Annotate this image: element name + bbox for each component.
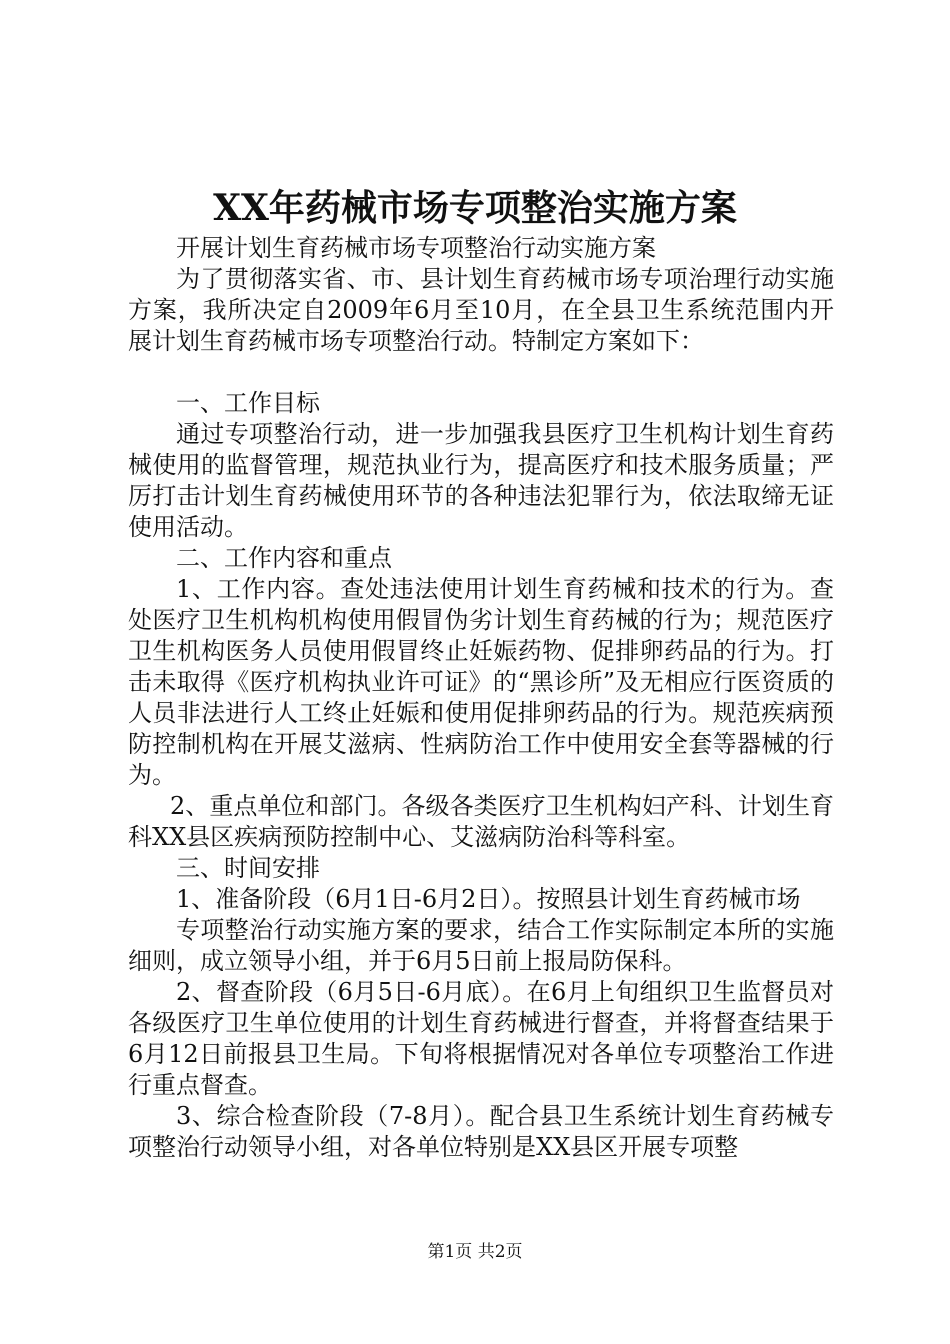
document-body [128, 233, 834, 1163]
document-title: XX年药械市场专项整治实施方案 [213, 187, 737, 229]
schedule-inspection-paragraph: 2、督查阶段（6月5日-6月底）。在6月上旬组织卫生监督员对各级医疗卫生单位使用的计划生育药械进行督查，并将督查结果于6月12日前报县卫生局。下旬将根据情况对各单位专项整治工作进行重点督查。 [128, 978, 834, 1099]
schedule-prep-continued-paragraph: 专项整治行动实施方案的要求，结合工作实际制定本所的实施细则，成立领导小组，并于6月5日前上报局防保科。 [128, 916, 834, 975]
blank-line [128, 357, 834, 388]
section-heading-schedule: 三、时间安排 [176, 854, 320, 882]
intro-paragraph: 为了贯彻落实省、市、县计划生育药械市场专项治理行动实施方案，我所决定自2009年6月至10月，在全县卫生系统范围内开展计划生育药械市场专项整治行动。特制定方案如下： [128, 265, 834, 355]
page-footer: 第1页 共2页 [427, 1242, 523, 1262]
content-paragraph: 1、工作内容。查处违法使用计划生育药械和技术的行为。查处医疗卫生机构机构使用假冒伪劣计划生育药械的行为；规范医疗卫生机构医务人员使用假冒终止妊娠药物、促排卵药品的行为。打击未取得《医疗机构执业许可证》的“黑诊所”及无相应行医资质的人员非法进行人工终止妊娠和使用促排卵药品的行为。规范疾病预防控制机构在开展艾滋病、性病防治工作中使用安全套等器械的行为。 [128, 575, 834, 789]
key-units-paragraph: 2、重点单位和部门。各级各类医疗卫生机构妇产科、计划生育科XX县区疾病预防控制中心、艾滋病防治科等科室。 [128, 792, 834, 851]
schedule-comprehensive-paragraph: 3、综合检查阶段（7-8月）。配合县卫生系统计划生育药械专项整治行动领导小组，对各单位特别是XX县区开展专项整 [128, 1102, 834, 1161]
section-heading-goals: 一、工作目标 [176, 389, 320, 417]
goals-paragraph: 通过专项整治行动，进一步加强我县医疗卫生机构计划生育药械使用的监督管理，规范执业行为，提高医疗和技术服务质量；严厉打击计划生育药械使用环节的各种违法犯罪行为，依法取缔无证使用活动。 [128, 420, 834, 541]
schedule-prep-paragraph: 1、准备阶段（6月1日-6月2日）。按照县计划生育药械市场 [176, 885, 801, 913]
section-heading-content: 二、工作内容和重点 [176, 544, 392, 572]
subtitle-paragraph: 开展计划生育药械市场专项整治行动实施方案 [176, 234, 656, 262]
